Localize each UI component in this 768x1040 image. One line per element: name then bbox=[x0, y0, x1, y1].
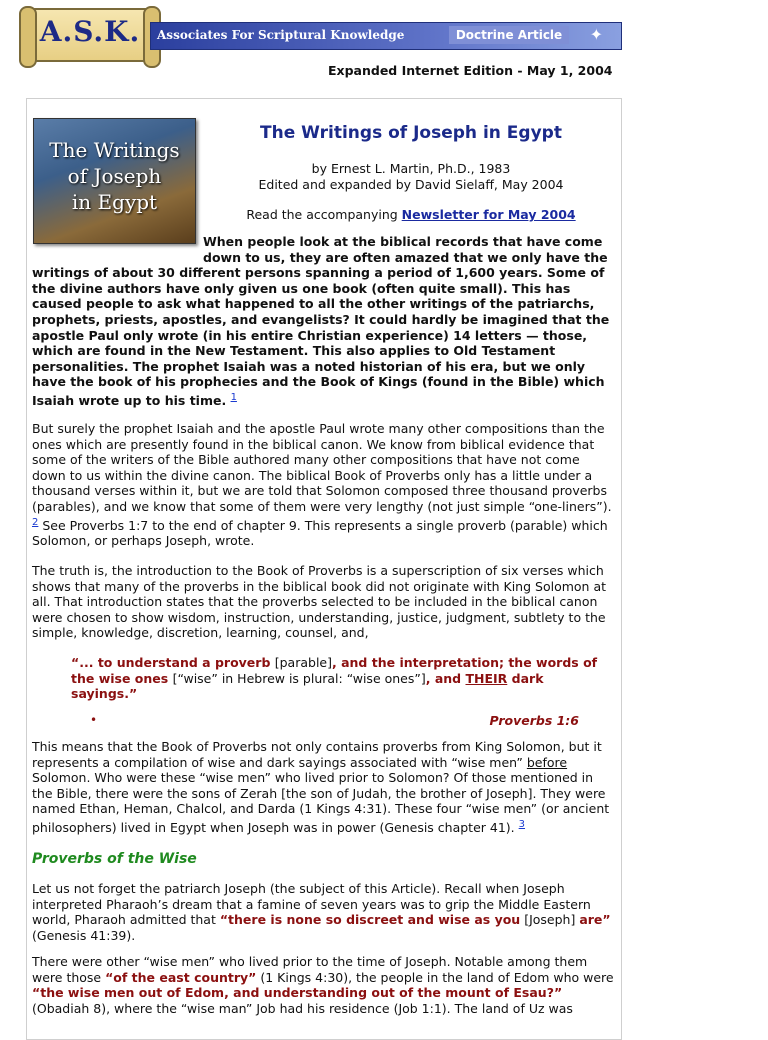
org-name: Associates For Scriptural Knowledge bbox=[157, 28, 405, 42]
quote-their: THEIR bbox=[465, 670, 508, 686]
editor-line: Edited and expanded by David Sielaff, May 2004 bbox=[258, 177, 564, 192]
paragraph-2-end: See Proverbs 1:7 to the end of chapter 9. This represents a single proverb (parable) which Solomon, or perhaps Joseph, wrote. bbox=[32, 517, 608, 549]
newsletter-link[interactable]: Newsletter for May 2004 bbox=[401, 207, 576, 222]
intro-paragraph bbox=[32, 234, 616, 409]
cover-title-line-1: The Writings bbox=[49, 138, 180, 162]
paragraph-5-mid: [Joseph] bbox=[520, 912, 580, 928]
paragraph-5-a: Let us not forget the patriarch Joseph (the subject of this Article). Recall when Joseph interpreted Pharaoh’s dream that a famine of seven years was to grip the Middle Eastern world, Pharaoh admitted that bbox=[32, 881, 591, 928]
paragraph-2-text: But surely the prophet Isaiah and the apostle Paul wrote many other compositions than the ones which are presently found in the biblical canon. We know from biblical evidence that some of the writers of the Bible authored many other compositions that have not come down to us within the divine canon. The biblical Book of Proverbs only has a little under a thousand verses within it, but we are told that Solomon composed three thousand proverbs (parables), and we know that some of them were very lengthy (not just simple “one-liners”). bbox=[32, 421, 612, 514]
cover-title bbox=[34, 137, 195, 215]
footnote-1-link[interactable]: 1 bbox=[230, 391, 237, 403]
paragraph-5-quote-end: are” bbox=[579, 912, 611, 928]
star-icon: ✦ bbox=[589, 25, 603, 44]
header-bar bbox=[150, 22, 622, 50]
paragraph-4-b: Solomon. Who were these “wise men” who lived prior to Solomon? Of those mentioned in the Bible, there were the sons of Zerah [the son of Judah, the brother of Joseph]. They were named Ethan, Heman, Chalcol, and Darda (1 Kings 4:31). These four “wise men” (or ancient philosophers) lived in Egypt when Joseph was in power (Genesis chapter 41). bbox=[32, 770, 610, 836]
paragraph-6 bbox=[32, 954, 616, 1016]
section-heading: Proverbs of the Wise bbox=[32, 851, 197, 867]
quote-bracket-1: [parable] bbox=[274, 655, 332, 670]
quote-part-1: “... to understand a proverb bbox=[71, 655, 275, 670]
byline bbox=[201, 161, 621, 193]
paragraph-6-b: (1 Kings 4:30), the people in the land of Edom who were bbox=[256, 969, 614, 985]
article-title: The Writings of Joseph in Egypt bbox=[260, 123, 562, 143]
logo-text: A.S.K. bbox=[39, 15, 141, 48]
site-banner bbox=[0, 0, 768, 64]
paragraph-5 bbox=[32, 881, 616, 943]
ask-logo[interactable] bbox=[26, 8, 154, 62]
intro-rest: writings of about 30 different persons spanning a period of 1,600 years. Some of the divine authors have only given us one book (often quite small). This has caused people to ask what happened to all the other writings of the patriarchs, prophets, priests, apostles, and evangelists? It could hardly be imagined that the apostle Paul only wrote (in his entire Christian experience) 14 letters — those, which are found in the New Testament. This also applies to Old Testament personalities. The prophet Isaiah was a noted historian of his era, but we only have the book of his prophecies and the Book of Kings (found in the Bible) which Isaiah wrote up to his time. bbox=[32, 265, 610, 409]
paragraph-6-quote-1: “of the east country” bbox=[105, 969, 257, 985]
doctrine-article-tab[interactable]: Doctrine Article bbox=[449, 26, 569, 44]
cover-title-line-3: in Egypt bbox=[71, 190, 158, 214]
bullet-icon: • bbox=[90, 713, 98, 727]
intro-first: When people look at the biblical records that have come down to us, they are often amazed that we only have the bbox=[203, 234, 608, 265]
proverb-quote bbox=[71, 655, 601, 702]
cover-image bbox=[33, 118, 196, 244]
footnote-2-link[interactable]: 2 bbox=[32, 516, 39, 528]
paragraph-3: The truth is, the introduction to the Book of Proverbs is a superscription of six verses which shows that many of the proverbs in the biblical book did not originate with King Solomon at all. That introduction states that the proverbs selected to be included in the biblical canon were chosen to show wisdom, instruction, understanding, justice, judgment, subtlety to the simple, knowledge, discretion, learning, counsel, and, bbox=[32, 563, 606, 641]
citation: Proverbs 1:6 bbox=[489, 713, 579, 728]
article-container bbox=[26, 98, 622, 1040]
quote-part-4: dark sayings.” bbox=[71, 670, 544, 702]
author-line: by Ernest L. Martin, Ph.D., 1983 bbox=[311, 161, 511, 176]
quote-part-3: , and bbox=[425, 670, 466, 686]
read-accompanying bbox=[201, 207, 621, 222]
quote-bracket-2: [“wise” in Hebrew is plural: “wise ones”] bbox=[172, 670, 426, 686]
paragraph-2 bbox=[32, 421, 616, 549]
cover-title-line-2: of Joseph bbox=[67, 164, 162, 188]
paragraph-4-a: This means that the Book of Proverbs not only contains proverbs from King Solomon, but it represents a compilation of wise and dark sayings associated with “wise men” bbox=[32, 739, 602, 770]
paragraph-5-b: (Genesis 41:39). bbox=[32, 927, 136, 943]
paragraph-6-quote-2: “the wise men out of Edom, and understanding out of the mount of Esau?” bbox=[32, 985, 563, 1001]
paragraph-4-before: before bbox=[526, 754, 568, 770]
paragraph-6-c: (Obadiah 8), where the “wise man” Job had his residence (Job 1:1). The land of Uz was bbox=[32, 1000, 573, 1016]
edition-label: Expanded Internet Edition - May 1, 2004 bbox=[328, 63, 613, 78]
paragraph-6-a: There were other “wise men” who lived prior to the time of Joseph. Notable among them were those bbox=[32, 954, 588, 985]
read-prefix: Read the accompanying bbox=[246, 207, 402, 222]
paragraph-5-quote: “there is none so discreet and wise as you bbox=[219, 912, 521, 928]
paragraph-4 bbox=[32, 739, 616, 836]
footnote-3-link[interactable]: 3 bbox=[518, 818, 526, 830]
quote-part-2: , and the interpretation; the words of the wise ones bbox=[71, 655, 598, 686]
